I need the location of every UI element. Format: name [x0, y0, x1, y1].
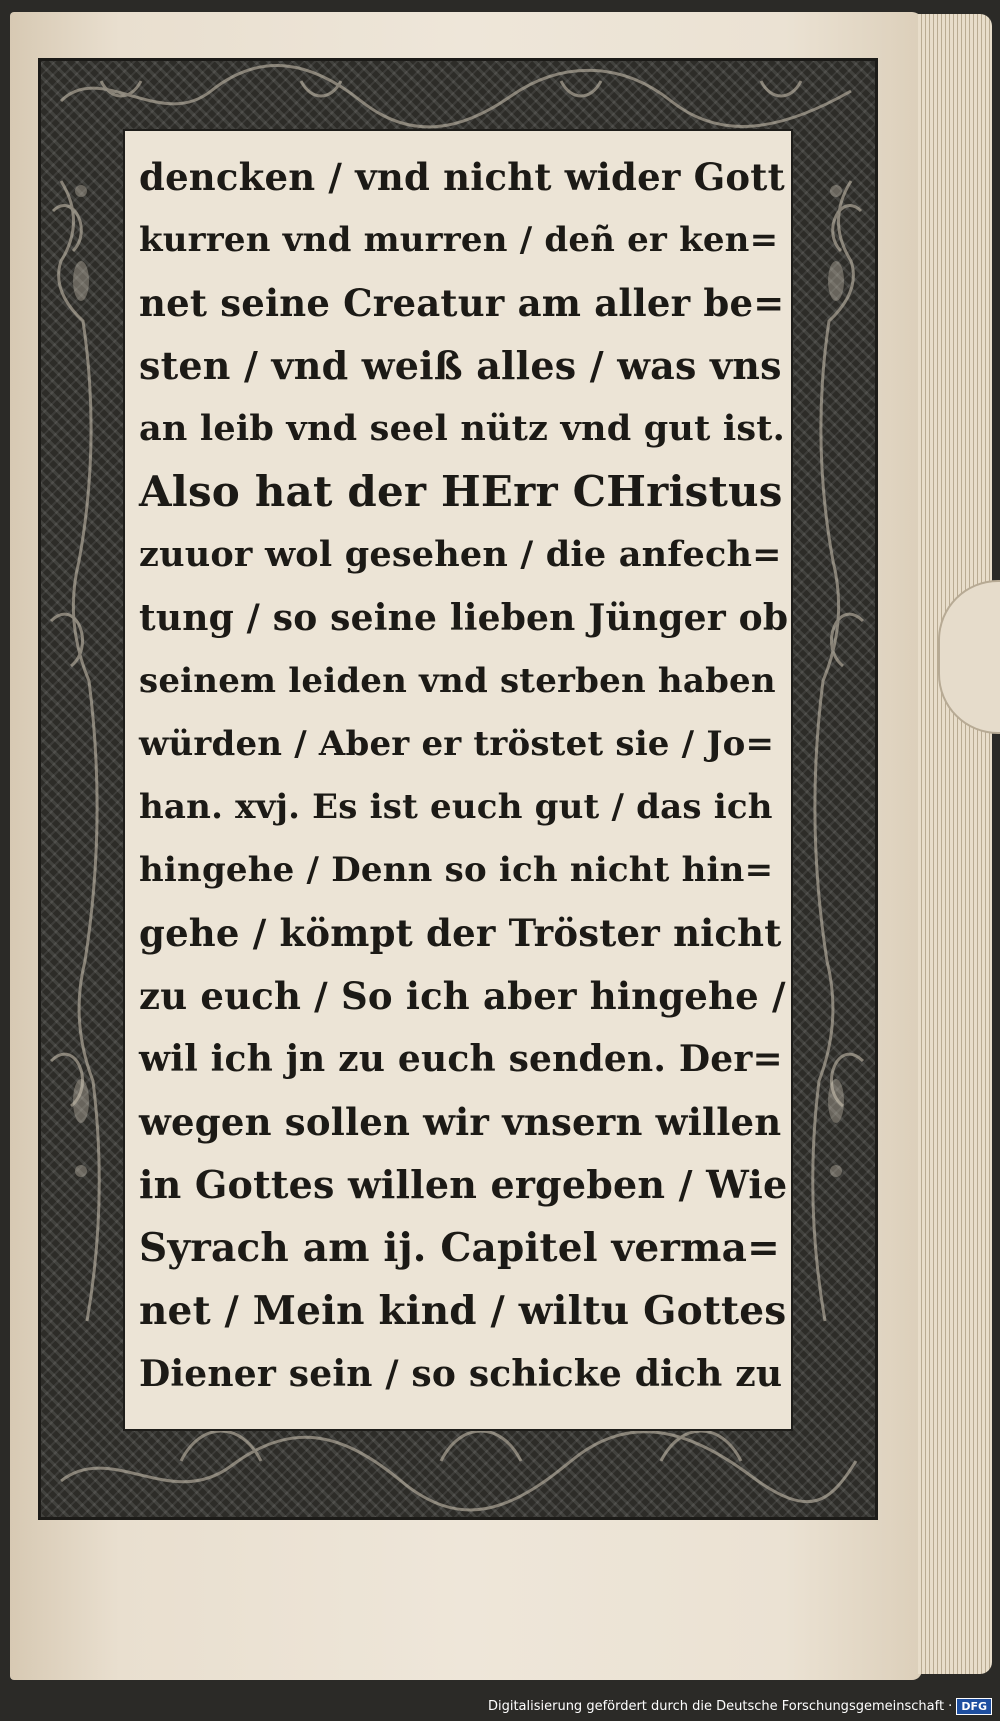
text-line: Diener sein / so schicke dich zu	[139, 1353, 783, 1395]
text-line: sten / vnd weiß alles / was vns	[139, 343, 782, 388]
text-line: tung / so seine lieben Jünger ob	[139, 597, 789, 639]
text-line: net / Mein kind / wiltu Gottes	[139, 1288, 787, 1334]
text-line: zuuor wol gesehen / die anfech=	[139, 534, 782, 575]
text-line: dencken / vnd nicht wider Gott	[139, 155, 785, 199]
text-line: würden / Aber er tröstet sie / Jo=	[139, 724, 775, 764]
text-line: Also hat der HErr CHristus	[139, 467, 783, 516]
text-line: an leib vnd seel nütz vnd gut ist.	[139, 408, 785, 449]
footer-text: Digitalisierung gefördert durch die Deutsche Forschungsgemeinschaft ·	[487, 1699, 953, 1714]
text-line: wil ich jn zu euch senden. Der=	[139, 1038, 783, 1080]
text-line: zu euch / So ich aber hingehe /	[139, 974, 786, 1018]
text-line: net seine Creatur am aller be=	[139, 281, 785, 325]
text-line: in Gottes willen ergeben / Wie	[139, 1162, 788, 1207]
text-line: Syrach am ij. Capitel verma=	[139, 1225, 780, 1271]
text-line: wegen sollen wir vnsern willen	[139, 1100, 782, 1144]
woodcut-border	[38, 58, 878, 1520]
text-line: han. xvj. Es ist euch gut / das ich	[139, 787, 773, 827]
text-line: kurren vnd murren / deñ er ken=	[139, 220, 779, 260]
digitization-footer	[488, 1698, 992, 1715]
text-line: seinem leiden vnd sterben haben	[139, 661, 776, 701]
dfg-logo: DFG	[956, 1698, 992, 1715]
text-block	[123, 129, 793, 1431]
page-edges	[918, 14, 992, 1674]
text-line: hingehe / Denn so ich nicht hin=	[139, 850, 774, 890]
text-line: gehe / kömpt der Tröster nicht	[139, 911, 782, 955]
